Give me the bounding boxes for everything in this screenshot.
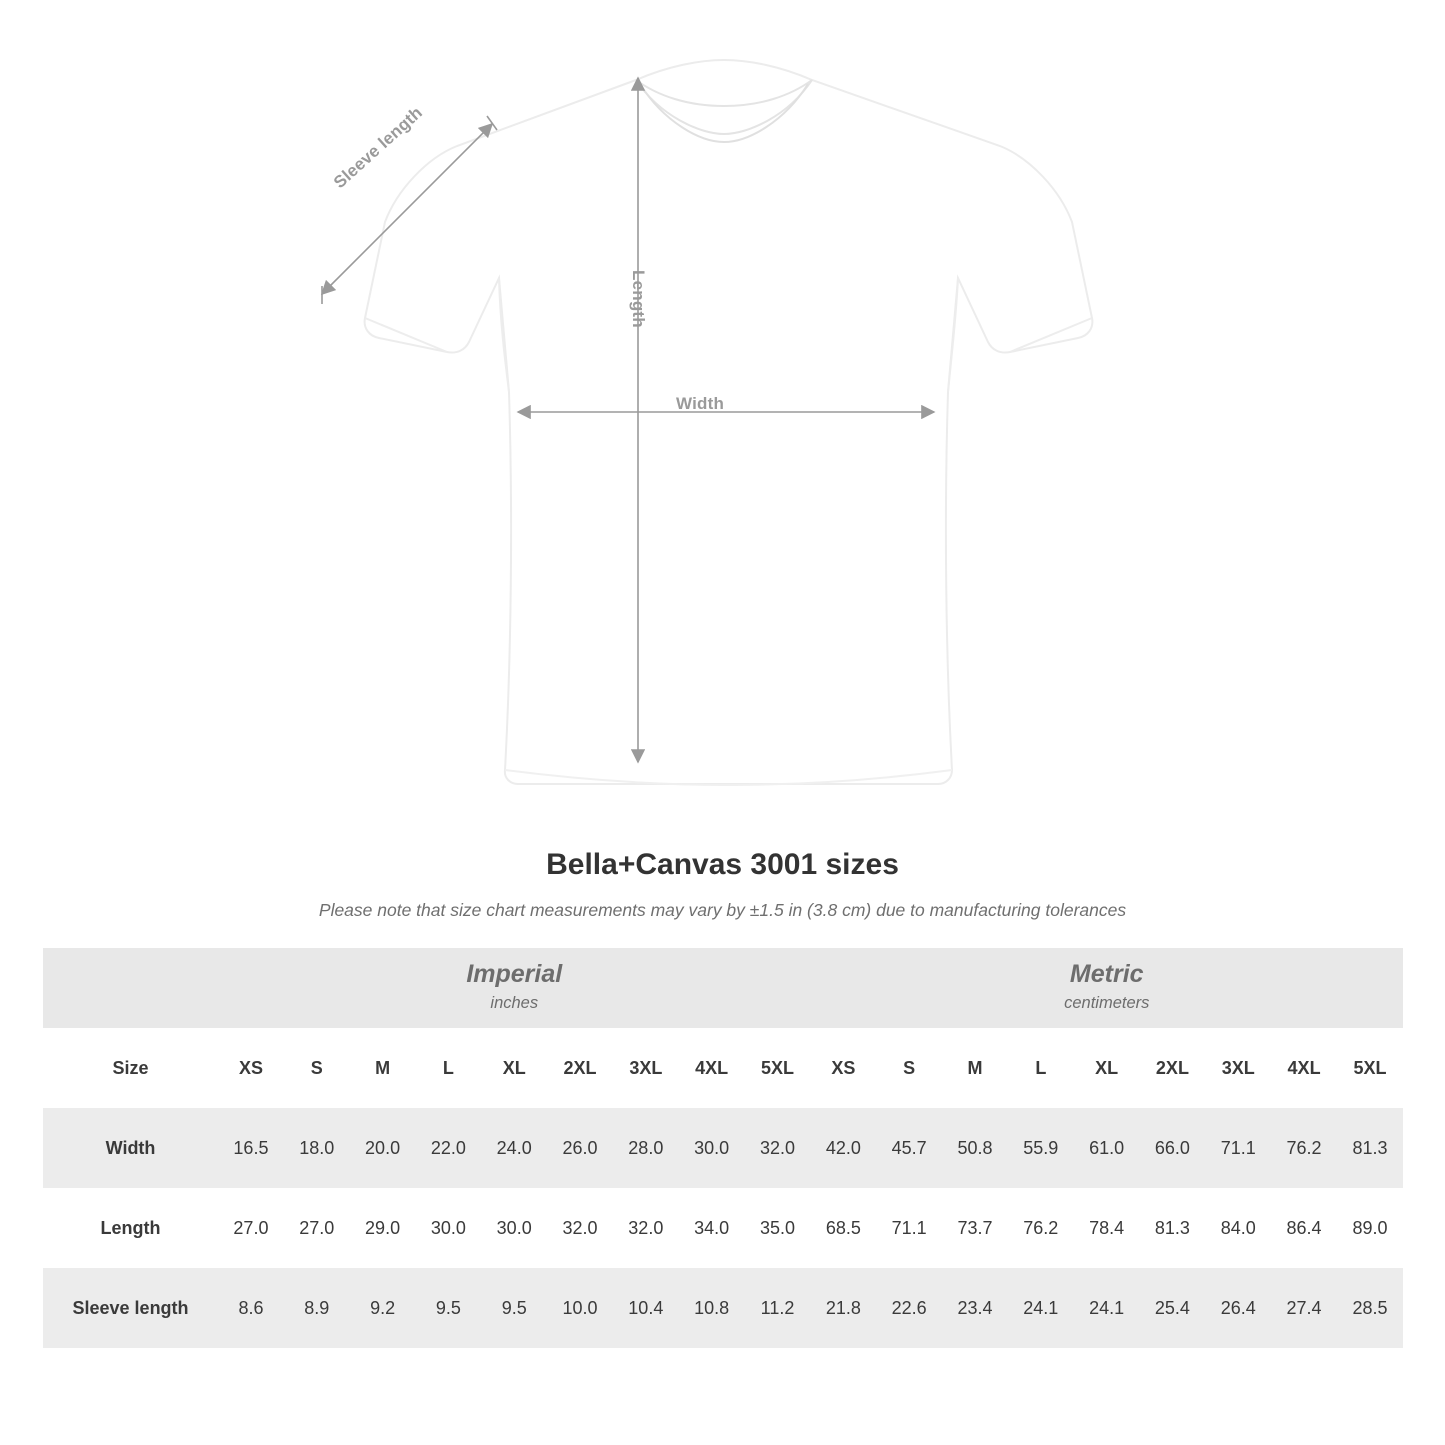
cell: 23.4 — [942, 1268, 1008, 1348]
cell: 32.0 — [547, 1188, 613, 1268]
size-col-header: L — [1008, 1028, 1074, 1108]
tshirt-shape — [365, 60, 1093, 785]
size-col-header: XS — [218, 1028, 284, 1108]
cell: 45.7 — [876, 1108, 942, 1188]
cell: 89.0 — [1337, 1188, 1403, 1268]
cell: 30.0 — [679, 1108, 745, 1188]
cell: 9.5 — [415, 1268, 481, 1348]
sleeve-length-label: Sleeve length — [330, 102, 427, 193]
cell: 27.4 — [1271, 1268, 1337, 1348]
row-label-width: Width — [43, 1108, 218, 1188]
cell: 81.3 — [1337, 1108, 1403, 1188]
size-col-header: 5XL — [1337, 1028, 1403, 1108]
cell: 76.2 — [1008, 1188, 1074, 1268]
tolerance-note: Please note that size chart measurements may vary by ±1.5 in (3.8 cm) due to manufacturing tolerances — [318, 900, 1127, 920]
unit-band-spacer — [43, 948, 218, 1028]
size-col-header: 5XL — [745, 1028, 811, 1108]
table-row — [43, 1268, 1403, 1348]
cell: 22.0 — [415, 1108, 481, 1188]
size-col-header: 2XL — [547, 1028, 613, 1108]
cell: 61.0 — [1074, 1108, 1140, 1188]
imperial-name: Imperial — [466, 960, 563, 989]
cell: 28.0 — [613, 1108, 679, 1188]
cell: 22.6 — [876, 1268, 942, 1348]
cell: 27.0 — [218, 1188, 284, 1268]
size-col-header: XS — [810, 1028, 876, 1108]
cell: 27.0 — [284, 1188, 350, 1268]
row-label-sleeve-length: Sleeve length — [43, 1268, 218, 1348]
size-table — [43, 948, 1403, 1348]
cell: 8.9 — [284, 1268, 350, 1348]
cell: 25.4 — [1140, 1268, 1206, 1348]
cell: 71.1 — [876, 1188, 942, 1268]
cell: 32.0 — [613, 1188, 679, 1268]
metric-name: Metric — [1069, 960, 1144, 989]
cell: 9.2 — [350, 1268, 416, 1348]
unit-group-imperial — [218, 948, 810, 1028]
title-block — [0, 848, 1445, 921]
cell: 10.8 — [679, 1268, 745, 1348]
cell: 29.0 — [350, 1188, 416, 1268]
size-col-header: XL — [481, 1028, 547, 1108]
metric-unit: centimeters — [1064, 994, 1150, 1013]
width-label: Width — [676, 394, 725, 413]
cell: 66.0 — [1140, 1108, 1206, 1188]
cell: 26.0 — [547, 1108, 613, 1188]
cell: 18.0 — [284, 1108, 350, 1188]
table-row — [43, 1188, 1403, 1268]
size-col-header: M — [350, 1028, 416, 1108]
size-header: Size — [43, 1028, 218, 1108]
cell: 24.0 — [481, 1108, 547, 1188]
cell: 26.4 — [1205, 1268, 1271, 1348]
cell: 73.7 — [942, 1188, 1008, 1268]
size-col-header: 4XL — [1271, 1028, 1337, 1108]
cell: 42.0 — [810, 1108, 876, 1188]
size-col-header: 3XL — [1205, 1028, 1271, 1108]
cell: 20.0 — [350, 1108, 416, 1188]
unit-band-row — [43, 948, 1403, 1028]
cell: 78.4 — [1074, 1188, 1140, 1268]
cell: 55.9 — [1008, 1108, 1074, 1188]
size-table-wrapper — [43, 948, 1403, 1348]
cell: 30.0 — [415, 1188, 481, 1268]
imperial-unit: inches — [490, 994, 539, 1013]
size-col-header: L — [415, 1028, 481, 1108]
length-label: Length — [629, 270, 648, 328]
size-col-header: 2XL — [1140, 1028, 1206, 1108]
cell: 32.0 — [745, 1108, 811, 1188]
table-row — [43, 1108, 1403, 1188]
cell: 50.8 — [942, 1108, 1008, 1188]
cell: 10.4 — [613, 1268, 679, 1348]
cell: 16.5 — [218, 1108, 284, 1188]
size-col-header: S — [876, 1028, 942, 1108]
cell: 86.4 — [1271, 1188, 1337, 1268]
cell: 10.0 — [547, 1268, 613, 1348]
size-col-header: 3XL — [613, 1028, 679, 1108]
cell: 24.1 — [1074, 1268, 1140, 1348]
cell: 30.0 — [481, 1188, 547, 1268]
cell: 21.8 — [810, 1268, 876, 1348]
unit-group-metric — [810, 948, 1403, 1028]
cell: 9.5 — [481, 1268, 547, 1348]
row-label-length: Length — [43, 1188, 218, 1268]
cell: 71.1 — [1205, 1108, 1271, 1188]
cell: 28.5 — [1337, 1268, 1403, 1348]
cell: 34.0 — [679, 1188, 745, 1268]
cell: 8.6 — [218, 1268, 284, 1348]
size-col-header: 4XL — [679, 1028, 745, 1108]
cell: 81.3 — [1140, 1188, 1206, 1268]
cell: 24.1 — [1008, 1268, 1074, 1348]
size-col-header: M — [942, 1028, 1008, 1108]
cell: 11.2 — [745, 1268, 811, 1348]
size-col-header: XL — [1074, 1028, 1140, 1108]
page-title: Bella+Canvas 3001 sizes — [546, 848, 899, 881]
cell: 76.2 — [1271, 1108, 1337, 1188]
cell: 35.0 — [745, 1188, 811, 1268]
table-header-row — [43, 1028, 1403, 1108]
size-col-header: S — [284, 1028, 350, 1108]
cell: 84.0 — [1205, 1188, 1271, 1268]
cell: 68.5 — [810, 1188, 876, 1268]
